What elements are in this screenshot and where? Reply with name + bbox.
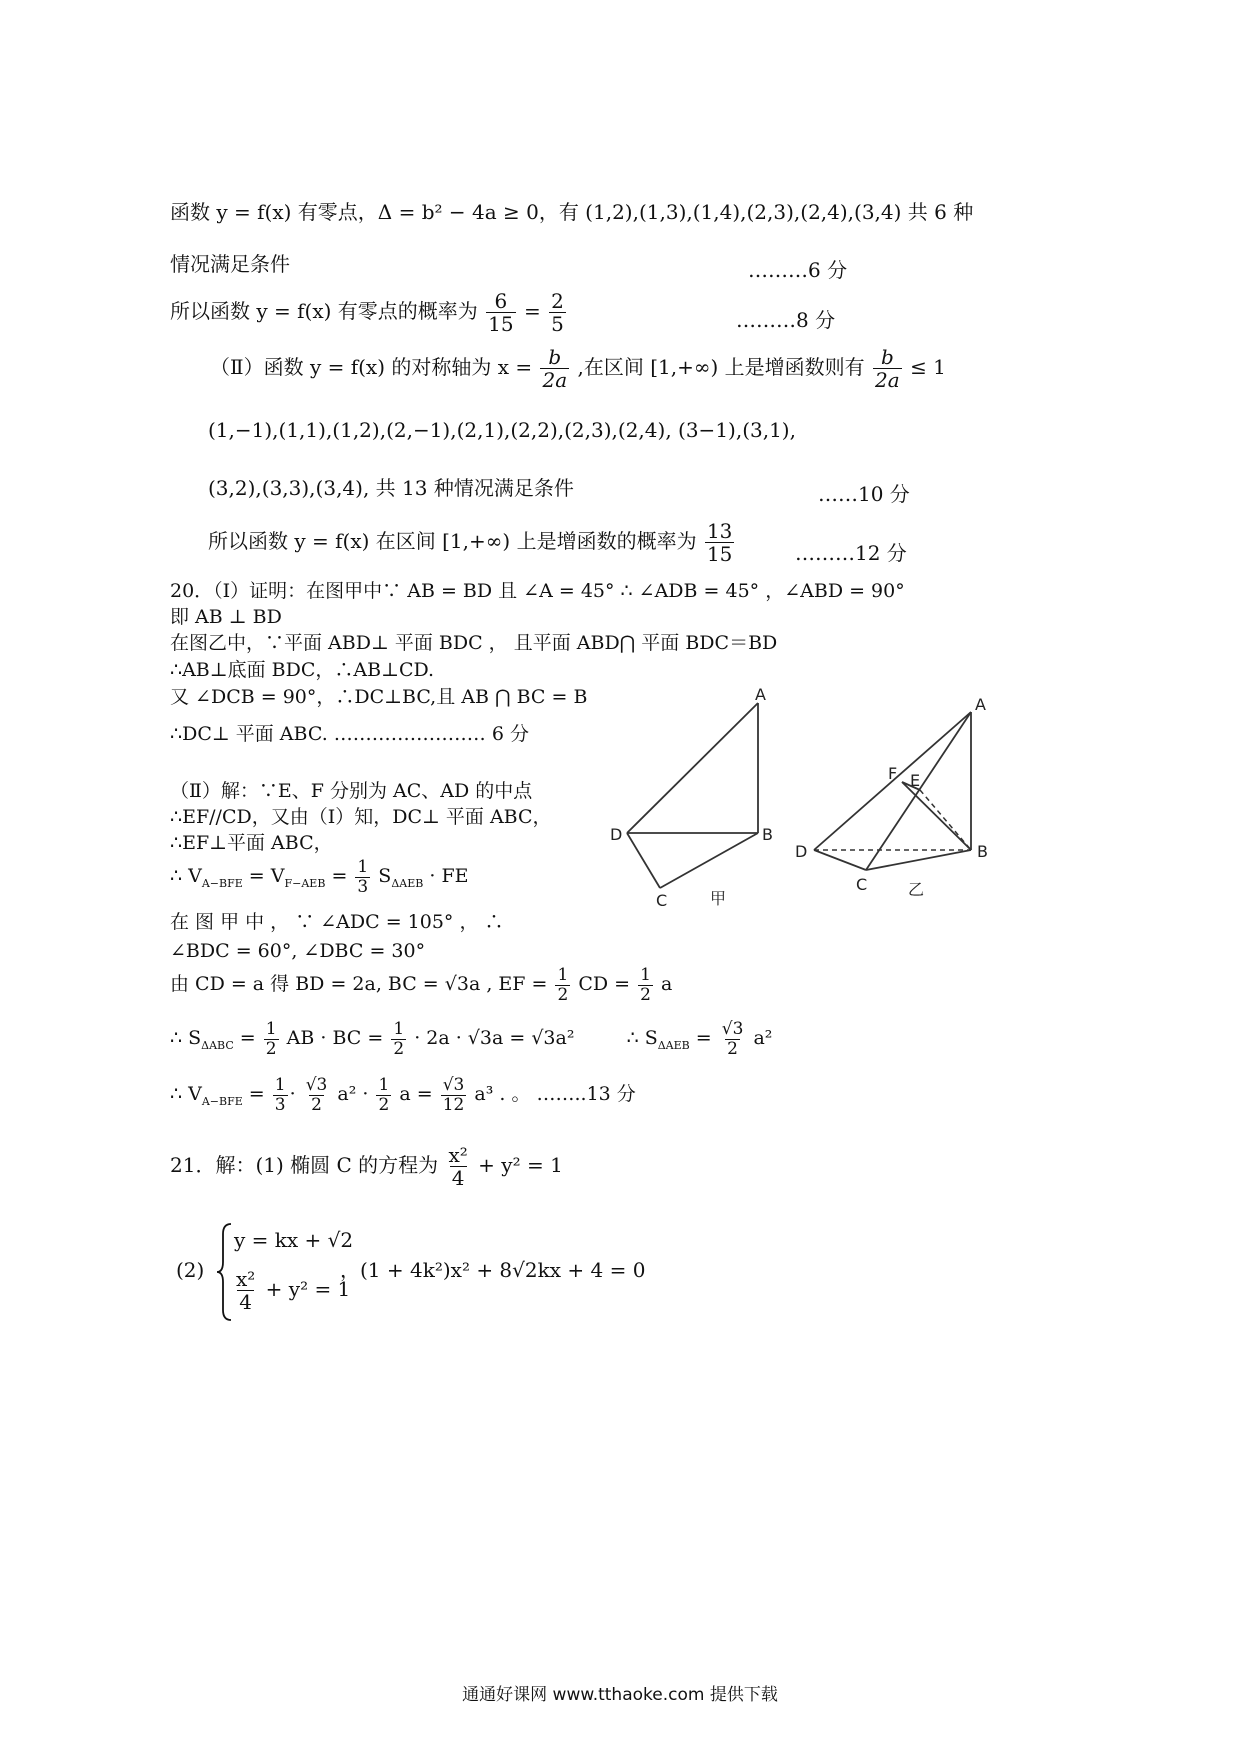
score-12: ………12 分 (795, 541, 907, 565)
fraction: $\frac{1}{3}$ (357, 857, 369, 897)
label-a: A (755, 685, 766, 704)
label-d: D (795, 842, 808, 861)
score-10: ……10 分 (818, 482, 910, 506)
text-line-13: ∴DC⊥ 平面 ABC. …………………… 6 分 (170, 723, 529, 745)
page-footer: 通通好课网 www.tthaoke.com 提供下载 (462, 1685, 778, 1705)
fraction: $\frac{2}{5}$ (551, 289, 564, 336)
text-line-3: 所以函数 y = f(x) 有零点的概率为 $\frac{6}{15}$ = $\frac{2}{5}$ (170, 289, 564, 336)
fraction: $\frac{1}{2}$ (557, 965, 569, 1005)
fraction: $\frac{\text{x²}}{4}$ (236, 1267, 256, 1314)
fraction: $\frac{√3}{2}$ (721, 1019, 744, 1059)
label-c: C (656, 891, 668, 910)
edge-dc (814, 850, 866, 870)
label-jia: 甲 (710, 889, 727, 908)
fraction: $\frac{1}{2}$ (378, 1075, 390, 1115)
edge-fb (902, 782, 971, 850)
label-b: B (762, 825, 773, 844)
text-line-15: ∴EF//CD，又由（Ⅰ）知，DC⊥ 平面 ABC， (170, 806, 552, 828)
edge-eb-hidden (920, 790, 971, 850)
text-line-7: 所以函数 y = f(x) 在区间 [1,+∞) 上是增函数的概率为 $\frac{13}{15}$ (208, 519, 733, 566)
text-line-11: ∴AB⊥底面 BDC，∴AB⊥CD. (170, 659, 435, 681)
edge-dc (627, 833, 660, 888)
fraction: $\frac{6}{15}$ (488, 289, 514, 336)
text-line-24-label: (2) (176, 1258, 205, 1282)
label-b: B (977, 842, 988, 861)
label-f: F (888, 764, 898, 783)
fraction: $\frac{1}{2}$ (393, 1019, 405, 1059)
edge-ad (627, 703, 758, 833)
text-line-2: 情况满足条件 (170, 252, 290, 276)
fraction: $\frac{1}{3}$ (274, 1075, 286, 1115)
edge-cb (660, 833, 758, 888)
text-line-20: 由 CD = a 得 BD = 2a, BC = √3a , EF = $\frac{1}{2}$ CD = $\frac{1}{2}$ a (170, 965, 673, 1005)
text-line-5: (1,−1),(1,1),(1,2),(2,−1),(2,1),(2,2),(2,3),(2,4), (3−1),(3,1), (208, 418, 796, 442)
fraction: $\frac{√3}{2}$ (305, 1075, 328, 1115)
figure-a-diagram (600, 680, 800, 920)
text-line-10: 在图乙中，∵平面 ABD⊥ 平面 BDC ， 且平面 ABD⋂ 平面 BDC＝BD (170, 632, 778, 654)
text-line-12: 又 ∠DCB = 90°，∴DC⊥BC,且 AB ⋂ BC = B (170, 686, 588, 708)
label-d: D (610, 825, 623, 844)
fraction: $\frac{13}{15}$ (706, 519, 733, 566)
fraction: $\frac{b}{2a}$ (542, 345, 568, 392)
fraction: $\frac{b}{2a}$ (875, 345, 900, 392)
text-line-21: ∴ $S_{\Delta ABC}$ = $\frac{1}{2}$ AB · BC = $\frac{1}{2}$ · 2a · √3a = √3a² ∴ $S_{\Delta AEB}$ = $\frac{√3}{2}$ a² (170, 1019, 773, 1059)
figure-b-diagram (790, 690, 1010, 910)
text-line-23: 21．解：(1) 椭圆 C 的方程为 $\frac{\text{x²}}{4}$ + y² = 1 (170, 1143, 563, 1190)
text-line-16: ∴EF⊥平面 ABC， (170, 832, 333, 854)
fraction: $\frac{1}{2}$ (265, 1019, 277, 1059)
label-yi: 乙 (908, 880, 925, 899)
text-line-24: ，(1 + 4k²)x² + 8√2kx + 4 = 0 (340, 1258, 646, 1282)
edge-cb (866, 850, 971, 870)
system-eq-2: $\frac{\text{x²}}{4}$ + y² = 1 (236, 1267, 351, 1314)
text-line-19: ∠BDC = 60°, ∠DBC = 30° (170, 940, 426, 962)
text: 所以函数 y = f(x) 有零点的概率为 (170, 299, 478, 323)
label-e: E (910, 771, 921, 790)
label-c: C (856, 875, 868, 894)
text-line-18: 在 图 甲 中 ， ∵ ∠ADC = 105° ， ∴ (170, 911, 504, 933)
text-line-4: （Ⅱ）函数 y = f(x) 的对称轴为 x = $\frac{b}{2a}$ ,在区间 [1,+∞) 上是增函数则有 $\frac{b}{2a}$ ≤ 1 (210, 345, 946, 392)
text-line-1: 函数 y = f(x) 有零点，Δ = b² − 4a ≥ 0，有 (1,2),(1,3),(1,4),(2,3),(2,4),(3,4) 共 6 种 (170, 200, 974, 224)
text-line-22: ∴ $V_{A-BFE}$ = $\frac{1}{3}$ · $\frac{√3}{2}$ a² · $\frac{1}{2}$ a = $\frac{√3}{12}$ a³ . 。 ……..13 分 (170, 1075, 636, 1115)
label-a: A (975, 695, 986, 714)
score-6: ………6 分 (748, 258, 848, 282)
text-line-6: (3,2),(3,3),(3,4), 共 13 种情况满足条件 (208, 476, 574, 500)
system-eq-1: y = kx + √2 (234, 1228, 354, 1252)
fraction: $\frac{\text{x²}}{4}$ (448, 1143, 468, 1190)
score-8: ………8 分 (736, 308, 836, 332)
text-line-14: （Ⅱ）解：∵E、F 分别为 AC、AD 的中点 (170, 780, 533, 802)
text-line-8: 20．（Ⅰ）证明：在图甲中∵ AB = BD 且 ∠A = 45° ∴ ∠ADB = 45° ，∠ABD = 90° (170, 580, 905, 602)
fraction: $\frac{√3}{12}$ (442, 1075, 465, 1115)
text-line-17: ∴ $V_{A-BFE} = V_{F-AEB}$ = $\frac{1}{3}$ $S_{\Delta AEB}$ · FE (170, 857, 469, 897)
fraction: $\frac{1}{2}$ (640, 965, 651, 1005)
text-line-9: 即 AB ⊥ BD (170, 606, 282, 628)
